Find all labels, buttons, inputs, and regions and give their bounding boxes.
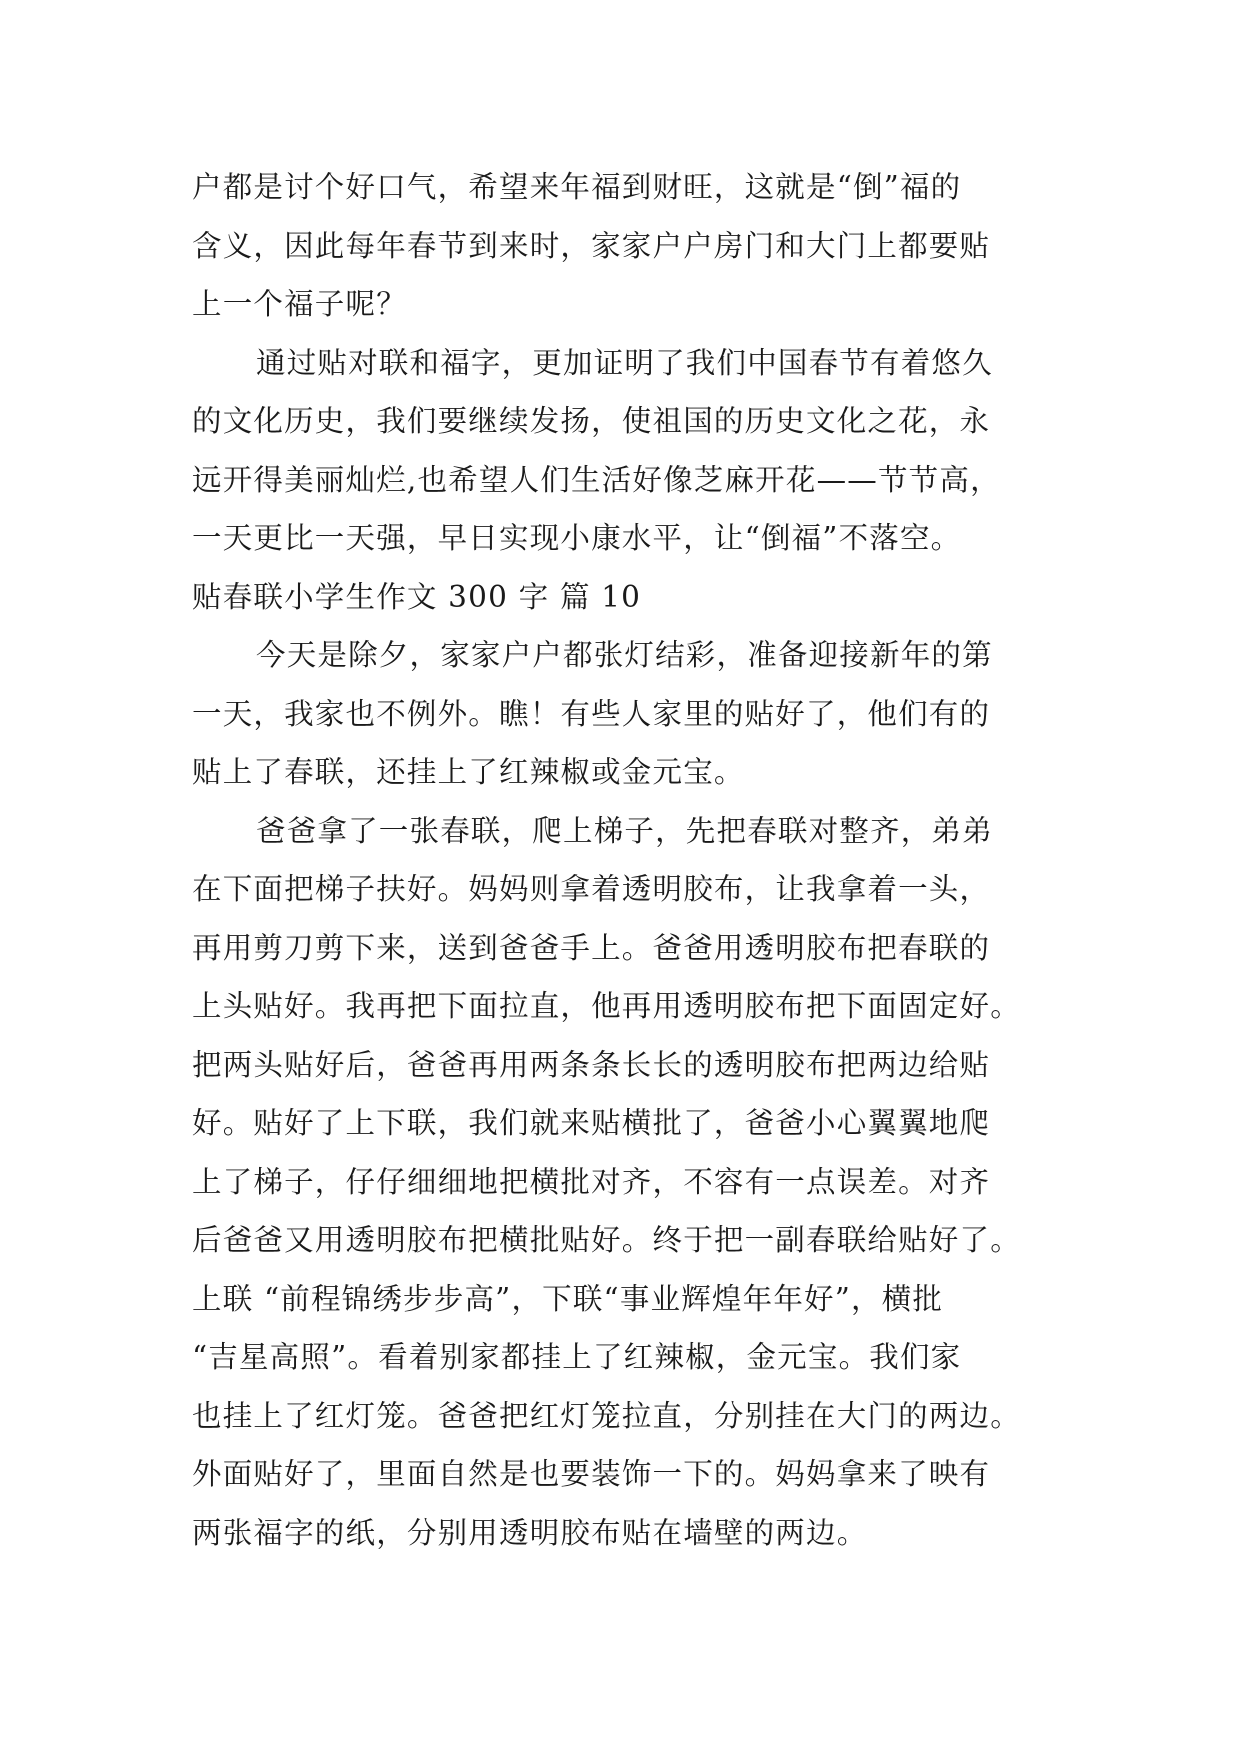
text-line: 上一个福子呢？	[192, 287, 407, 321]
text-line: 户都是讨个好口气，希望来年福到财旺，这就是“倒”福的	[192, 170, 962, 204]
text-line: 外面贴好了，里面自然是也要装饰一下的。妈妈拿来了映有	[192, 1457, 991, 1491]
text-line: 也挂上了红灯笼。爸爸把红灯笼拉直，分别挂在大门的两边。	[192, 1398, 1021, 1433]
text-line: 贴上了春联，还挂上了红辣椒或金元宝。	[192, 755, 745, 789]
text-line: 把两头贴好后，爸爸再用两条条长长的透明胶布把两边给贴	[192, 1047, 991, 1082]
text-line: 上头贴好。我再把下面拉直，他再用透明胶布把下面固定好。	[192, 989, 1021, 1023]
text-line: 远开得美丽灿烂,也希望人们生活好像芝麻开花——节节高，	[192, 462, 1001, 497]
document-body	[192, 158, 1072, 1562]
text-line: 一天，我家也不例外。瞧！有些人家里的贴好了，他们有的	[192, 696, 991, 731]
text-line: 一天更比一天强，早日实现小康水平，让“倒福”不落空。	[192, 521, 962, 555]
text-line: “吉星高照”。看着别家都挂上了红辣椒，金元宝。我们家	[192, 1340, 962, 1374]
text-line: 上了梯子，仔仔细细地把横批对齐，不容有一点误差。对齐	[192, 1164, 991, 1199]
text-line: 通过贴对联和福字，更加证明了我们中国春节有着悠久	[256, 345, 993, 380]
text-line: 今天是除夕，家家户户都张灯结彩，准备迎接新年的第	[256, 638, 993, 672]
text-line: 再用剪刀剪下来，送到爸爸手上。爸爸用透明胶布把春联的	[192, 930, 991, 965]
text-line: 含义，因此每年春节到来时，家家户户房门和大门上都要贴	[192, 228, 991, 263]
text-line: 爸爸拿了一张春联，爬上梯子，先把春联对整齐，弟弟	[256, 813, 993, 848]
text-line: 上联 “前程锦绣步步高”，下联“事业辉煌年年好”，横批	[192, 1281, 944, 1316]
text-line: 的文化历史，我们要继续发扬，使祖国的历史文化之花，永	[192, 404, 991, 438]
text-line: 在下面把梯子扶好。妈妈则拿着透明胶布，让我拿着一头，	[192, 872, 991, 906]
text-line: 后爸爸又用透明胶布把横批贴好。终于把一副春联给贴好了。	[192, 1223, 1021, 1257]
section-heading: 贴春联小学生作文 300 字 篇 10	[192, 579, 642, 614]
text-line: 两张福字的纸，分别用透明胶布贴在墙壁的两边。	[192, 1515, 868, 1550]
text-line: 好。贴好了上下联，我们就来贴横批了，爸爸小心翼翼地爬	[192, 1106, 991, 1140]
